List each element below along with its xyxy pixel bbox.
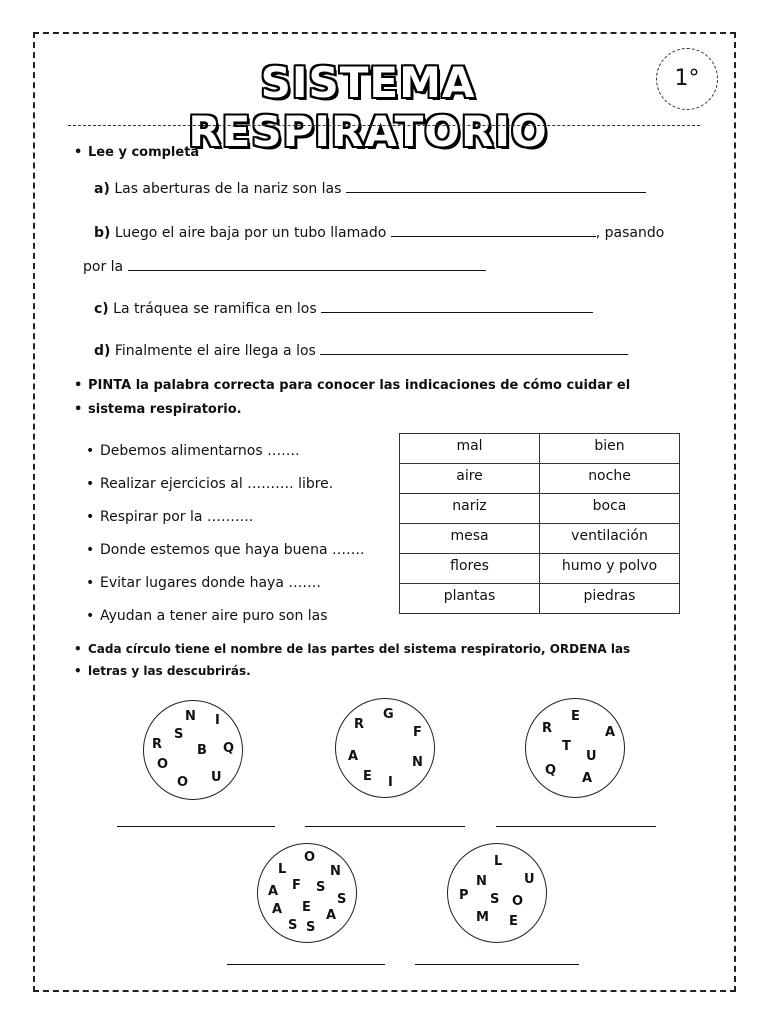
letter: O [304,850,316,865]
word-cell[interactable]: aire [400,464,540,494]
page-title: SISTEMA RESPIRATORIO [188,58,548,156]
answer-blank-d[interactable] [320,342,628,355]
scrambled-circle-4 [257,843,357,943]
letter: U [524,872,535,887]
letter: S [306,920,316,935]
letter: N [412,755,423,770]
scrambled-circle-1 [143,700,243,800]
answer-blank-a[interactable] [346,180,646,193]
section3-heading-cont: • letras y las descubrirás. [88,664,251,678]
word-cell[interactable]: flores [400,554,540,584]
letter: G [383,707,394,722]
word-cell[interactable]: boca [540,494,680,524]
answer-line-4[interactable] [227,964,385,965]
letter: S [288,918,298,933]
letter: L [494,854,503,869]
section1-heading: • Lee y completa [88,145,199,160]
answer-line-1[interactable] [117,826,275,827]
letter: U [586,749,597,764]
letter: M [476,910,489,925]
letter: O [177,775,189,790]
section3-heading: • Cada círculo tiene el nombre de las partes del sistema respiratorio, ORDENA las [88,642,678,656]
letter: E [363,769,372,784]
answer-line-5[interactable] [415,964,579,965]
letter: T [562,739,571,754]
letter: E [509,914,518,929]
grade-badge: 1° [656,48,718,110]
letter: A [272,902,283,917]
letter: O [512,894,524,909]
list-item: • Realizar ejercicios al ………. libre. [100,476,333,492]
letter: U [211,770,222,785]
scrambled-circle-2 [335,698,435,798]
question-a: a) Las aberturas de la nariz son las [94,180,646,197]
letter: P [459,888,469,903]
answer-blank-c[interactable] [321,300,593,313]
answer-line-2[interactable] [305,826,465,827]
word-cell[interactable]: bien [540,434,680,464]
letter: A [582,771,593,786]
letter: I [388,775,393,790]
answer-line-3[interactable] [496,826,656,827]
letter: A [605,725,616,740]
letter: S [174,727,184,742]
letter: A [326,908,337,923]
question-b: b) Luego el aire baja por un tubo llamado , pasando [94,225,665,241]
letter: N [330,864,341,879]
section2-heading: • PINTA la palabra correcta para conocer las indicaciones de cómo cuidar el [88,378,678,393]
letter: A [268,884,279,899]
section2-heading-cont: • sistema respiratorio. [88,402,242,417]
letter: A [348,749,359,764]
word-cell[interactable]: ventilación [540,524,680,554]
letter: S [316,880,326,895]
word-cell[interactable]: mal [400,434,540,464]
letter: S [490,892,500,907]
letter: R [354,717,365,732]
word-cell[interactable]: nariz [400,494,540,524]
letter: S [337,892,347,907]
letter: R [152,737,163,752]
letter: E [571,709,580,724]
letter: O [157,757,169,772]
letter: E [302,900,311,915]
word-cell[interactable]: piedras [540,584,680,614]
letter: B [197,743,207,758]
list-item: • Evitar lugares donde haya ……. [100,575,321,591]
letter: R [542,721,553,736]
word-table [399,433,680,614]
scrambled-circle-5 [447,843,547,943]
word-cell[interactable]: plantas [400,584,540,614]
list-item: • Donde estemos que haya buena ……. [100,542,364,558]
header-divider [68,125,700,126]
letter: F [292,878,301,893]
letter: I [215,713,220,728]
answer-blank-b1[interactable] [391,224,596,237]
word-cell[interactable]: humo y polvo [540,554,680,584]
question-d: d) Finalmente el aire llega a los [94,342,628,359]
list-item: • Ayudan a tener aire puro son las [100,608,328,624]
scrambled-circle-3 [525,698,625,798]
list-item: • Debemos alimentarnos ……. [100,443,300,459]
letter: Q [545,763,557,778]
letter: F [413,725,422,740]
letter: N [476,874,487,889]
letter: L [278,862,287,877]
answer-blank-b2[interactable] [128,258,486,271]
letter: N [185,709,196,724]
word-cell[interactable]: noche [540,464,680,494]
word-cell[interactable]: mesa [400,524,540,554]
question-c: c) La tráquea se ramifica en los [94,300,593,317]
question-b-cont: por la [83,258,486,275]
list-item: • Respirar por la ………. [100,509,253,525]
letter: Q [223,741,235,756]
